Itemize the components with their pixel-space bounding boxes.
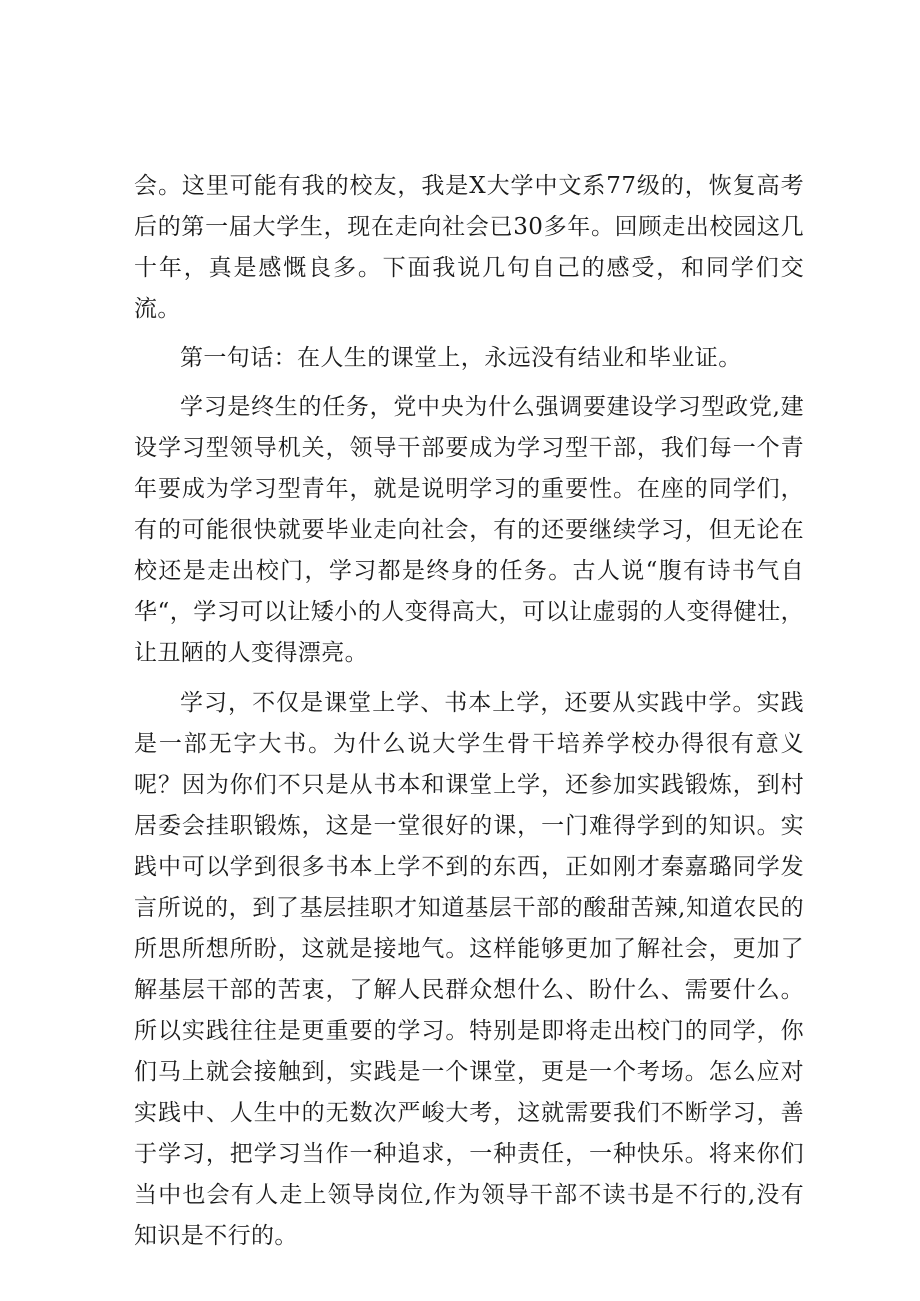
paragraph-practice-learning: 学习，不仅是课堂上学、书本上学，还要从实践中学。实践是一部无字大书。为什么说大学生骨干培养学校办得很有意义呢？因为你们不只是从书本和课堂上学，还参加实践锻炼，到村居委会挂职锻炼，这是一堂很好的课，一门难得学到的知识。实践中可以学到很多书本上学不到的东西，正如刚才秦嘉璐同学发言所说的，到了基层挂职才知道基层干部的酸甜苦辣,知道农民的所思所想所盼，这就是接地气。这样能够更加了解社会，更加了解基层干部的苦衷，了解人民群众想什么、盼什么、需要什么。所以实践往往是更重要的学习。特别是即将走出校门的同学，你们马上就会接触到，实践是一个课堂，更是一个考场。怎么应对实践中、人生中的无数次严峻大考，这就需要我们不断学习，善于学习，把学习当作一种追求，一种责任，一种快乐。将来你们当中也会有人走上领导岗位,作为领导干部不读书是不行的,没有知识是不行的。	[134, 690, 804, 1249]
paragraph-lifelong-learning: 学习是终生的任务，党中央为什么强调要建设学习型政党,建设学习型领导机关，领导干部要成为学习型干部，我们每一个青年要成为学习型青年，就是说明学习的重要性。在座的同学们，有的可能很快就要毕业走向社会，有的还要继续学习，但无论在校还是走出校门，学习都是终身的任务。古人说“腹有诗书气自华“，学习可以让矮小的人变得高大，可以让虚弱的人变得健壮，让丑陋的人变得漂亮。	[134, 394, 804, 666]
paragraph-intro: 会。这里可能有我的校友，我是X大学中文系77级的，恢复高考后的第一届大学生，现在走向社会已30多年。回顾走出校园这几十年，真是感慨良多。下面我说几句自己的感受，和同学们交流。	[134, 173, 804, 322]
section-heading: 第一句话：在人生的课堂上，永远没有结业和毕业证。	[180, 345, 742, 371]
document-body	[134, 166, 804, 1257]
